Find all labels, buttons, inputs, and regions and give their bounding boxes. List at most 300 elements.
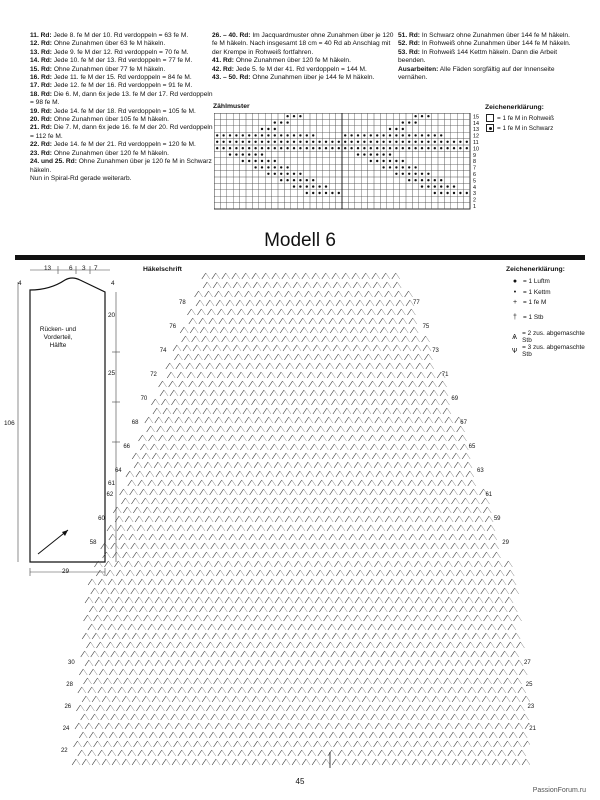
stitch-mark: [158, 750, 162, 756]
stitch-mark: [409, 669, 413, 675]
legend-top-title: Zeichenerklärung:: [485, 104, 544, 111]
stitch-mark: [247, 372, 251, 378]
stitch-mark: [373, 318, 377, 324]
stitch-mark: [221, 309, 225, 315]
chart-dot: [325, 185, 327, 187]
stitch-mark: [345, 588, 349, 594]
stitch-mark: [218, 561, 222, 567]
stitch-mark: [412, 687, 416, 693]
stitch-mark: [474, 615, 478, 621]
stitch-mark: [339, 669, 343, 675]
stitch-mark: [230, 489, 234, 495]
stitch-mark: [128, 579, 132, 585]
chart-dot: [402, 147, 404, 149]
stitch-mark: [372, 633, 376, 639]
stitch-mark: [328, 354, 332, 360]
stitch-mark: [255, 543, 259, 549]
stitch-mark: [281, 543, 285, 549]
stitch-mark: [103, 552, 107, 558]
stitch-mark: [269, 291, 273, 297]
stitch-mark: [79, 723, 83, 729]
stitch-mark: [453, 507, 457, 513]
chart-dot: [267, 147, 269, 149]
stitch-mark: [174, 741, 178, 747]
stitch-mark: [340, 570, 344, 576]
stitch-mark: [413, 507, 417, 513]
stitch-mark: [285, 498, 289, 504]
stitch-mark: [153, 435, 157, 441]
stitch-mark: [436, 633, 440, 639]
stitch-mark: [344, 444, 348, 450]
stitch-mark: [492, 750, 496, 756]
chart-dot: [254, 166, 256, 168]
stitch-mark: [463, 732, 467, 738]
stitch-mark: [416, 471, 420, 477]
stitch-mark: [415, 660, 419, 666]
stitch-mark: [470, 642, 474, 648]
stitch-mark: [442, 633, 446, 639]
stitch-mark: [454, 615, 458, 621]
stitch-mark: [128, 750, 132, 756]
stitch-mark: [223, 669, 227, 675]
stitch-mark: [259, 291, 263, 297]
stitch-mark: [333, 669, 337, 675]
stitch-mark: [186, 453, 190, 459]
stitch-mark: [126, 705, 130, 711]
stitch-mark: [411, 309, 415, 315]
stitch-mark: [381, 588, 385, 594]
stitch-mark: [499, 597, 503, 603]
stitch-mark: [248, 678, 252, 684]
instruction-paragraph: [30, 74, 218, 82]
stitch-mark: [82, 750, 86, 756]
stitch-mark: [208, 624, 212, 630]
stitch-mark: [468, 741, 472, 747]
stitch-mark: [279, 417, 283, 423]
stitch-mark: [231, 525, 235, 531]
stitch-mark: [324, 678, 328, 684]
stitch-mark: [485, 498, 489, 504]
stitch-mark: [218, 741, 222, 747]
stitch-mark: [525, 714, 529, 720]
stitch-mark: [371, 426, 375, 432]
stitch-mark: [139, 597, 143, 603]
stitch-mark: [253, 732, 257, 738]
stitch-mark: [316, 705, 320, 711]
stitch-mark: [401, 498, 405, 504]
stitch-mark: [409, 291, 413, 297]
stitch-mark: [179, 723, 183, 729]
stitch-mark: [210, 444, 214, 450]
stitch-mark: [219, 516, 223, 522]
stitch-mark: [346, 696, 350, 702]
instruction-round-label: 14. Rd:: [30, 57, 52, 65]
stitch-mark: [253, 318, 257, 324]
stitch-mark: [279, 435, 283, 441]
stitch-mark: [127, 507, 131, 513]
stitch-mark: [92, 696, 96, 702]
stitch-mark: [492, 579, 496, 585]
stitch-mark: [361, 714, 365, 720]
stitch-mark: [461, 714, 465, 720]
stitch-mark: [437, 408, 441, 414]
stitch-mark: [178, 741, 182, 747]
stitch-mark: [485, 597, 489, 603]
stitch-mark: [333, 732, 337, 738]
chart-dot: [331, 147, 333, 149]
stitch-mark: [242, 480, 246, 486]
stitch-mark: [428, 624, 432, 630]
stitch-mark: [219, 597, 223, 603]
stitch-mark: [240, 471, 244, 477]
stitch-mark: [313, 381, 317, 387]
stitch-mark: [412, 696, 416, 702]
stitch-mark: [422, 633, 426, 639]
stitch-mark: [99, 606, 103, 612]
stitch-mark: [340, 444, 344, 450]
stitch-mark: [426, 336, 430, 342]
stitch-mark: [205, 651, 209, 657]
stitch-mark: [236, 336, 240, 342]
stitch-mark: [170, 363, 174, 369]
stitch-mark: [301, 309, 305, 315]
stitch-mark: [193, 606, 197, 612]
stitch-mark: [273, 282, 277, 288]
stitch-mark: [210, 327, 214, 333]
stitch-mark: [169, 597, 173, 603]
crochet-row-number: 60: [98, 516, 105, 522]
stitch-mark: [171, 426, 175, 432]
stitch-mark: [358, 462, 362, 468]
stitch-mark: [386, 363, 390, 369]
chart-dot: [357, 141, 359, 143]
stitch-mark: [208, 462, 212, 468]
stitch-mark: [112, 759, 116, 765]
stitch-mark: [418, 615, 422, 621]
stitch-mark: [286, 642, 290, 648]
stitch-mark: [346, 471, 350, 477]
stitch-mark: [364, 327, 368, 333]
stitch-mark: [186, 696, 190, 702]
stitch-mark: [146, 696, 150, 702]
stitch-mark: [481, 543, 485, 549]
stitch-mark: [289, 381, 293, 387]
chart-dot: [299, 179, 301, 181]
stitch-mark: [448, 750, 452, 756]
stitch-mark: [178, 678, 182, 684]
stitch-mark: [267, 507, 271, 513]
stitch-mark: [487, 507, 491, 513]
legend-bottom-item: = 2 zus. abgemaschte Stb: [522, 330, 585, 344]
stitch-mark: [519, 660, 523, 666]
stitch-mark: [421, 399, 425, 405]
stitch-mark: [175, 498, 179, 504]
stitch-mark: [472, 624, 476, 630]
stitch-mark: [208, 354, 212, 360]
stitch-mark: [432, 633, 436, 639]
stitch-mark: [295, 660, 299, 666]
stitch-mark: [479, 660, 483, 666]
stitch-mark: [148, 678, 152, 684]
stitch-mark: [199, 597, 203, 603]
stitch-mark: [386, 453, 390, 459]
stitch-mark: [219, 669, 223, 675]
stitch-mark: [363, 732, 367, 738]
stitch-mark: [268, 462, 272, 468]
stitch-mark: [408, 624, 412, 630]
stitch-mark: [355, 651, 359, 657]
stitch-mark: [140, 471, 144, 477]
stitch-mark: [119, 606, 123, 612]
stitch-mark: [343, 282, 347, 288]
stitch-mark: [349, 669, 353, 675]
stitch-mark: [229, 606, 233, 612]
stitch-mark: [161, 543, 165, 549]
stitch-mark: [335, 723, 339, 729]
stitch-mark: [421, 651, 425, 657]
stitch-mark: [236, 363, 240, 369]
stitch-mark: [294, 489, 298, 495]
stitch-mark: [252, 759, 256, 765]
stitch-mark: [248, 561, 252, 567]
chart-dot: [229, 141, 231, 143]
stitch-mark: [465, 597, 469, 603]
stitch-mark: [228, 579, 232, 585]
stitch-mark: [197, 309, 201, 315]
stitch-mark: [380, 444, 384, 450]
stitch-mark: [479, 732, 483, 738]
stitch-mark: [455, 714, 459, 720]
stitch-mark: [206, 453, 210, 459]
stitch-mark: [174, 561, 178, 567]
stitch-mark: [339, 660, 343, 666]
stitch-mark: [441, 588, 445, 594]
stitch-mark: [209, 669, 213, 675]
stitch-mark: [256, 453, 260, 459]
stitch-mark: [485, 651, 489, 657]
stitch-mark: [242, 273, 246, 279]
stitch-mark: [241, 399, 245, 405]
stitch-mark: [209, 534, 213, 540]
stitch-mark: [496, 642, 500, 648]
instruction-round-label: 11. Rd:: [30, 32, 52, 39]
stitch-mark: [519, 723, 523, 729]
stitch-mark: [440, 390, 444, 396]
stitch-mark: [208, 687, 212, 693]
stitch-mark: [463, 606, 467, 612]
stitch-mark: [458, 480, 462, 486]
stitch-mark: [206, 273, 210, 279]
stitch-mark: [267, 372, 271, 378]
stitch-mark: [242, 750, 246, 756]
stitch-mark: [123, 534, 127, 540]
stitch-mark: [239, 660, 243, 666]
stitch-mark: [222, 633, 226, 639]
stitch-mark: [422, 624, 426, 630]
stitch-mark: [455, 516, 459, 522]
stitch-mark: [401, 399, 405, 405]
stitch-mark: [488, 678, 492, 684]
stitch-mark: [139, 660, 143, 666]
stitch-mark: [91, 651, 95, 657]
stitch-mark: [425, 498, 429, 504]
stitch-mark: [96, 570, 100, 576]
stitch-mark: [427, 345, 431, 351]
stitch-mark: [177, 426, 181, 432]
stitch-mark: [122, 579, 126, 585]
stitch-mark: [520, 705, 524, 711]
stitch-mark: [428, 561, 432, 567]
stitch-mark: [235, 714, 239, 720]
stitch-mark: [408, 615, 412, 621]
stitch-mark: [312, 579, 316, 585]
stitch-mark: [290, 705, 294, 711]
chart-dot: [229, 134, 231, 136]
stitch-mark: [303, 534, 307, 540]
stitch-mark: [414, 444, 418, 450]
stitch-mark: [91, 714, 95, 720]
stitch-mark: [362, 759, 366, 765]
stitch-mark: [409, 381, 413, 387]
stitch-mark: [202, 453, 206, 459]
stitch-mark: [358, 741, 362, 747]
stitch-mark: [224, 741, 228, 747]
stitch-mark: [453, 534, 457, 540]
stitch-mark: [468, 624, 472, 630]
stitch-mark: [491, 543, 495, 549]
stitch-mark: [331, 498, 335, 504]
stitch-mark: [133, 606, 137, 612]
stitch-mark: [83, 669, 87, 675]
stitch-mark: [139, 723, 143, 729]
stitch-mark: [264, 354, 268, 360]
stitch-mark: [347, 507, 351, 513]
stitch-mark: [249, 516, 253, 522]
stitch-mark: [189, 732, 193, 738]
stitch-mark: [196, 696, 200, 702]
chart-dot: [248, 160, 250, 162]
stitch-mark: [506, 633, 510, 639]
stitch-mark: [349, 318, 353, 324]
stitch-mark: [120, 705, 124, 711]
stitch-mark: [164, 741, 168, 747]
stitch-mark: [223, 408, 227, 414]
stitch-mark: [278, 480, 282, 486]
stitch-mark: [286, 705, 290, 711]
stitch-mark: [267, 426, 271, 432]
stitch-mark: [419, 597, 423, 603]
stitch-mark: [436, 471, 440, 477]
stitch-mark: [261, 309, 265, 315]
stitch-mark: [209, 381, 213, 387]
stitch-mark: [239, 318, 243, 324]
stitch-mark: [119, 534, 123, 540]
stitch-mark: [168, 462, 172, 468]
stitch-mark: [194, 354, 198, 360]
stitch-mark: [238, 561, 242, 567]
stitch-mark: [299, 318, 303, 324]
chart-dot: [274, 121, 276, 123]
stitch-mark: [197, 426, 201, 432]
stitch-mark: [178, 687, 182, 693]
stitch-mark: [270, 444, 274, 450]
stitch-mark: [368, 561, 372, 567]
stitch-mark: [145, 417, 149, 423]
stitch-mark: [223, 534, 227, 540]
chart-dot: [293, 147, 295, 149]
chart-dot: [440, 147, 442, 149]
stitch-mark: [416, 363, 420, 369]
stitch-mark: [250, 570, 254, 576]
stitch-mark: [260, 489, 264, 495]
stitch-mark: [302, 696, 306, 702]
stitch-mark: [255, 498, 259, 504]
stitch-mark: [396, 759, 400, 765]
chart-dot: [306, 141, 308, 143]
stitch-mark: [235, 516, 239, 522]
stitch-mark: [366, 642, 370, 648]
stitch-mark: [103, 606, 107, 612]
stitch-mark: [509, 597, 513, 603]
stitch-mark: [284, 741, 288, 747]
stitch-mark: [236, 471, 240, 477]
chart-dot: [267, 166, 269, 168]
stitch-mark: [125, 516, 129, 522]
stitch-mark: [244, 354, 248, 360]
stitch-mark: [354, 462, 358, 468]
stitch-mark: [392, 273, 396, 279]
stitch-mark: [254, 327, 258, 333]
stitch-mark: [174, 678, 178, 684]
stitch-mark: [338, 687, 342, 693]
stitch-mark: [162, 624, 166, 630]
stitch-mark: [222, 759, 226, 765]
stitch-mark: [253, 606, 257, 612]
stitch-mark: [199, 318, 203, 324]
stitch-mark: [351, 588, 355, 594]
stitch-mark: [351, 714, 355, 720]
stitch-mark: [188, 354, 192, 360]
stitch-mark: [425, 723, 429, 729]
stitch-mark: [406, 633, 410, 639]
stitch-mark: [289, 723, 293, 729]
stitch-mark: [367, 372, 371, 378]
chart-row-number: 4: [473, 184, 476, 191]
chart-dot: [306, 185, 308, 187]
stitch-mark: [175, 588, 179, 594]
stitch-mark: [455, 723, 459, 729]
stitch-mark: [301, 543, 305, 549]
stitch-mark: [192, 453, 196, 459]
dc3tog-icon: Ѱ: [511, 347, 518, 355]
stitch-mark: [405, 399, 409, 405]
stitch-mark: [376, 471, 380, 477]
stitch-mark: [347, 345, 351, 351]
stitch-mark: [221, 714, 225, 720]
stitch-mark: [142, 453, 146, 459]
stitch-mark: [412, 579, 416, 585]
stitch-mark: [434, 561, 438, 567]
stitch-mark: [177, 408, 181, 414]
stitch-mark: [291, 309, 295, 315]
chart-dot: [466, 192, 468, 194]
stitch-mark: [135, 498, 139, 504]
stitch-mark: [284, 462, 288, 468]
stitch-mark: [342, 579, 346, 585]
stitch-mark: [187, 552, 191, 558]
stitch-mark: [375, 399, 379, 405]
stitch-mark: [108, 687, 112, 693]
